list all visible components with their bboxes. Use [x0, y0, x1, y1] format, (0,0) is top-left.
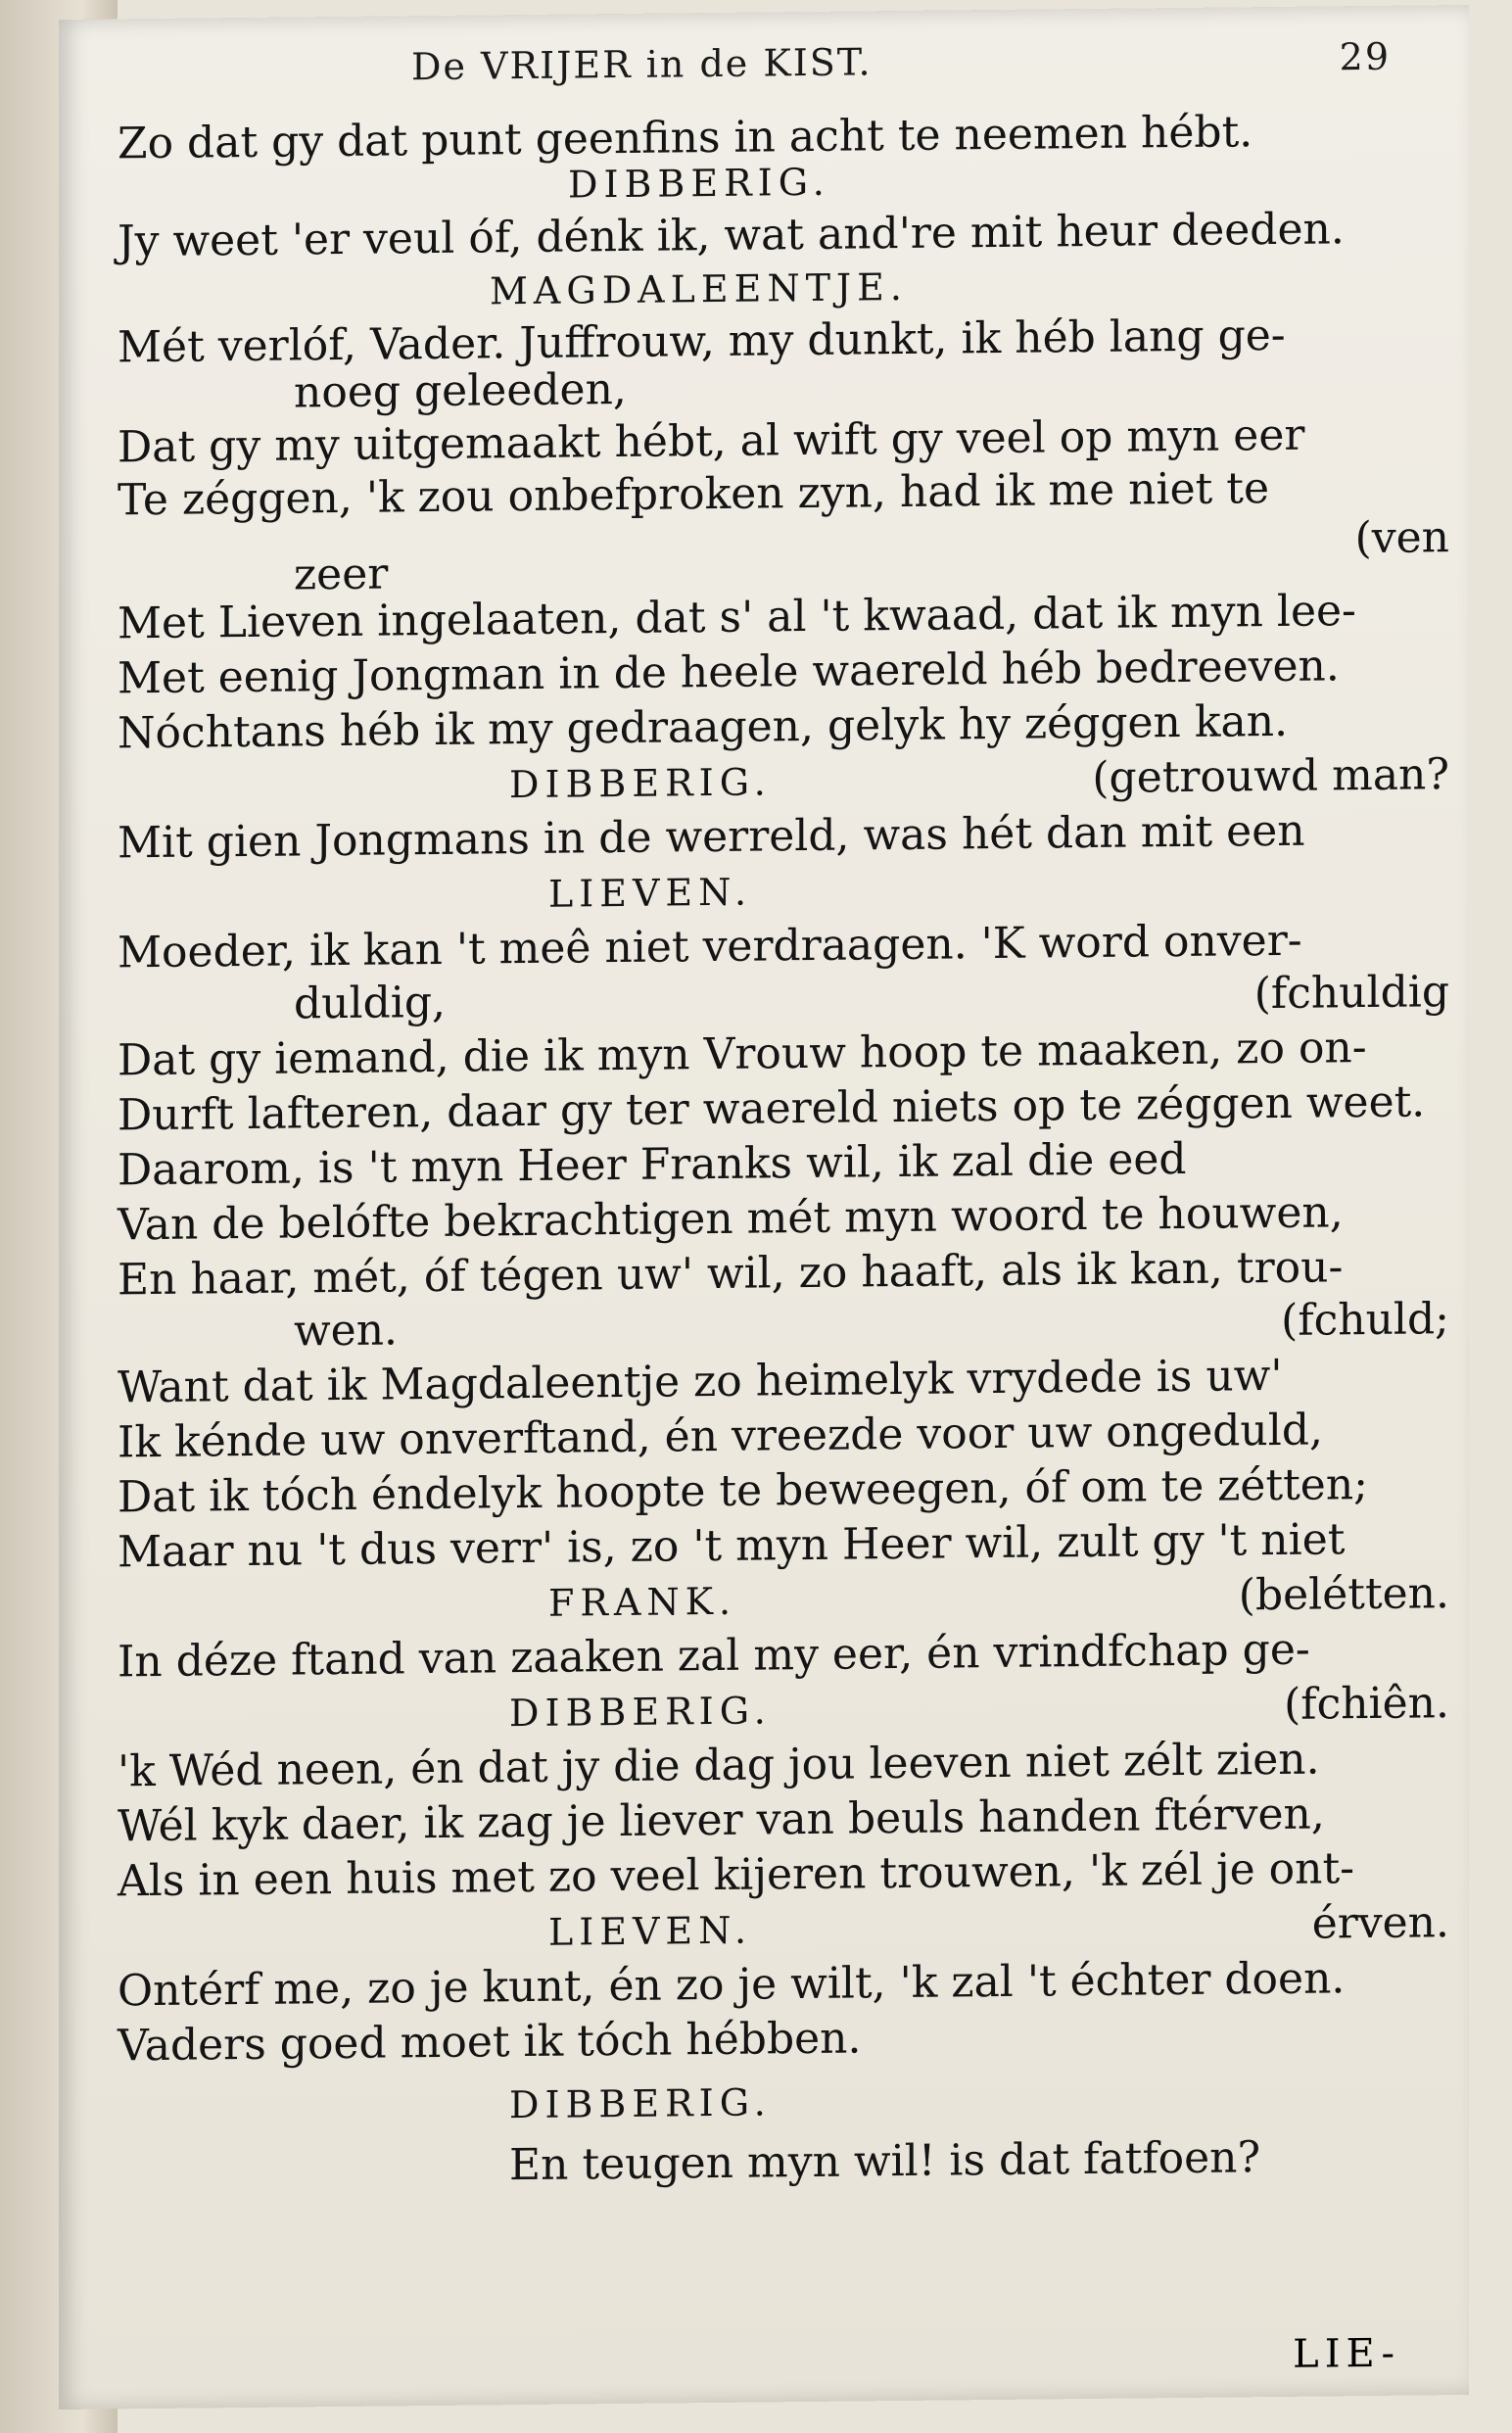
verse-line: Want dat ik Magdaleentje zo heimelyk vrydede is uw': [118, 1350, 1283, 1413]
verse-line: Maar nu 't dus verr' is, zo 't myn Heer wil, zult gy 't niet: [118, 1514, 1346, 1578]
turnover-line: (getrouwd man?: [1092, 749, 1449, 803]
verse-line: En haar, mét, óf tégen uw' wil, zo haaft, als ik kan, trou-: [118, 1242, 1344, 1306]
speaker-name: LIEVEN.: [548, 870, 753, 916]
verse-line: wen.: [294, 1305, 399, 1357]
verse-line: Met Lieven ingelaaten, dat s' al 't kwaad, dat ik myn lee-: [118, 586, 1356, 649]
verse-line: Durft lafteren, daar gy ter waereld niets op te zéggen weet.: [118, 1076, 1426, 1141]
verse-line: Mit gien Jongmans in de werreld, was hét dan mit een: [118, 805, 1305, 869]
turnover-line: (belétten.: [1238, 1568, 1449, 1621]
running-title: De VRIJER in de KIST.: [411, 40, 873, 89]
verse-line: noeg geleeden,: [294, 363, 627, 418]
verse-line: Van de belófte bekrachtigen mét myn woord te houwen,: [118, 1187, 1344, 1251]
page-number: 29: [1339, 34, 1391, 79]
verse-line: Dat gy iemand, die ik myn Vrouw hoop te maaken, zo on-: [118, 1023, 1367, 1086]
verse-line: Dat gy my uitgemaakt hébt, al wift gy veel op myn eer: [118, 409, 1305, 473]
speaker-name: DIBBERIG.: [509, 760, 772, 807]
verse-line: Dat ik tóch éndelyk hoopte te beweegen, óf om te zétten;: [118, 1458, 1369, 1523]
play-text: [59, 103, 1469, 2409]
verse-line: 'k Wéd neen, én dat jy die dag jou leeven niet zélt zien.: [118, 1734, 1320, 1797]
speaker-name: LIEVEN.: [548, 1908, 753, 1954]
verse-line: Vaders goed moet ik tóch hébben.: [118, 2013, 862, 2072]
verse-line: In déze ftand van zaaken zal my eer, én vrindfchap ge-: [118, 1624, 1310, 1688]
verse-line: Nóchtans héb ik my gedraagen, gelyk hy zéggen kan.: [118, 695, 1289, 759]
verse-line: En teugen myn wil! is dat fatfoen?: [509, 2132, 1261, 2191]
book-page: [59, 5, 1469, 2409]
verse-line: Te zéggen, 'k zou onbefproken zyn, had ik me niet te: [118, 463, 1270, 526]
verse-line: zeer: [294, 549, 389, 600]
verse-line: Mét verlóf, Vader. Juffrouw, my dunkt, ik héb lang ge-: [118, 310, 1286, 373]
verse-line: Zo dat gy dat punt geenfins in acht te neemen hébt.: [118, 107, 1253, 169]
verse-line: Moeder, ik kan 't meê niet verdraagen. 'K word onver-: [118, 915, 1302, 978]
turnover-line: (fchuld;: [1281, 1294, 1449, 1346]
running-header: [411, 35, 1391, 104]
verse-line: duldig,: [294, 977, 446, 1029]
speaker-name: DIBBERIG.: [509, 2080, 772, 2127]
turnover-line: (fchiên.: [1284, 1678, 1449, 1730]
verse-line: Als in een huis met zo veel kijeren trouwen, 'k zél je ont-: [118, 1843, 1355, 1907]
turnover-line: érven.: [1311, 1897, 1449, 1949]
speaker-name: FRANK.: [548, 1579, 737, 1625]
speaker-name: DIBBERIG.: [509, 1689, 772, 1736]
verse-line: Met eenig Jongman in de heele waereld héb bedreeven.: [118, 641, 1340, 704]
verse-line: Ontérf me, zo je kunt, én zo je wilt, 'k zal 't échter doen.: [118, 1953, 1346, 2017]
verse-line: Jy weet 'er veul óf, dénk ik, wat and're mit heur deeden.: [118, 204, 1345, 267]
verse-line: Wél kyk daer, ik zag je liever van beuls handen ftérven,: [118, 1789, 1325, 1852]
verse-line: Daarom, is 't myn Heer Franks wil, ik zal die eed: [118, 1133, 1187, 1196]
catchword: LIE-: [1293, 2330, 1400, 2377]
verse-line: Ik kénde uw onverftand, én vreezde voor uw ongeduld,: [118, 1405, 1323, 1468]
speaker-name: DIBBERIG.: [568, 160, 830, 207]
turnover-line: (ven: [1354, 512, 1449, 564]
turnover-line: (fchuldig: [1253, 967, 1449, 1020]
speaker-name: MAGDALEENTJE.: [490, 264, 908, 313]
